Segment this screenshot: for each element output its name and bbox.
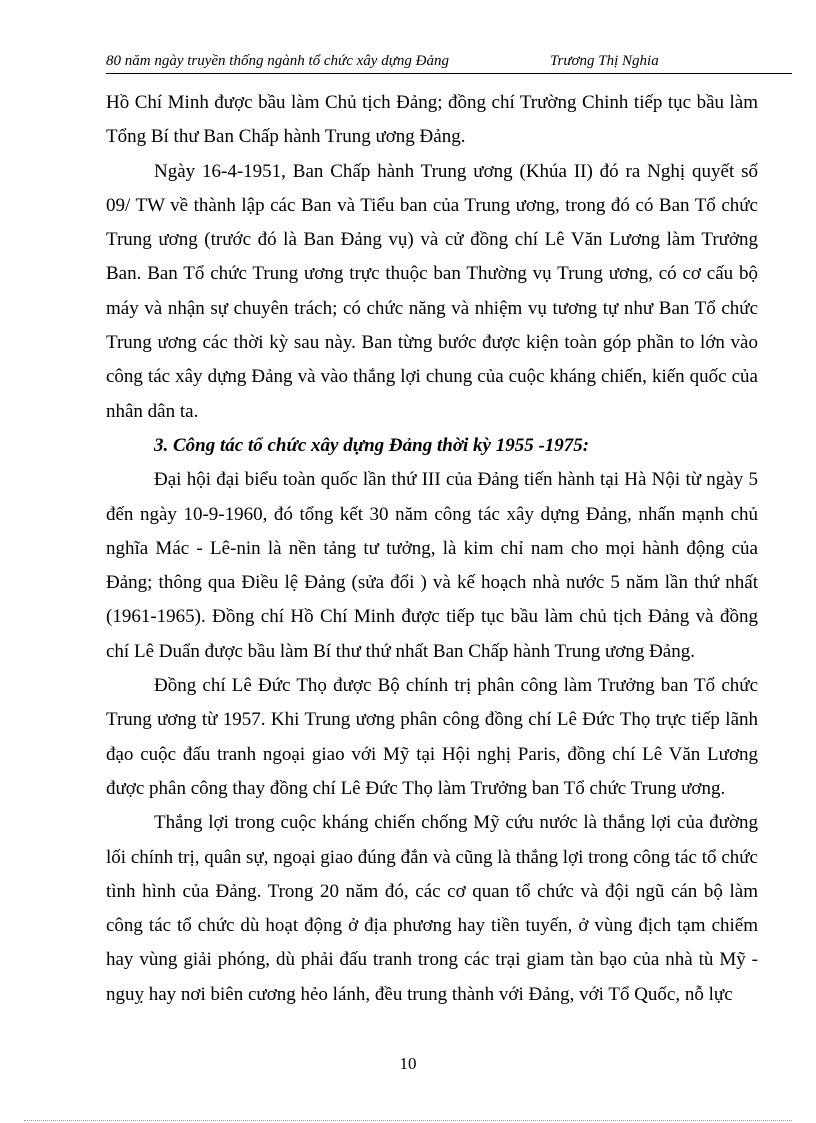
header-author: Trương Thị Nghia (550, 53, 659, 69)
paragraph-central-committee-resolution: Ngày 16-4-1951, Ban Chấp hành Trung ương (Khúa II) đó ra Nghị quyết số 09/ TW về thành lập các Ban và Tiểu ban của Trung ương, trong đó có Ban Tổ chức Trung ương (trước đó là Ban Đảng vụ) và cử đồng chí Lê Văn Lương làm Trưởng Ban. Ban Tổ chức Trung ương trực thuộc ban Thường vụ Trung ương, có cơ cấu bộ máy và nhận sự chuyên trách; có chức năng và nhiệm vụ tương tự như Ban Tổ chức Trung ương các thời kỳ sau này. Ban từng bước được kiện toàn góp phần to lớn vào công tác xây dựng Đảng và vào thắng lợi chung của cuộc kháng chiến, kiến quốc của nhân dân ta. (106, 160, 758, 422)
paragraph-le-duc-tho: Đồng chí Lê Đức Thọ được Bộ chính trị phân công làm Trưởng ban Tổ chức Trung ương từ 1957. Khi Trung ương phân công đồng chí Lê Đức Thọ trực tiếp lãnh đạo cuộc đấu tranh ngoại giao với Mỹ tại Hội nghị Paris, đồng chí Lê Văn Lương được phân công thay đồng chí Lê Đức Thọ làm Trưởng ban Tổ chức Trung ương. (106, 675, 758, 799)
page-number: 10 (399, 1054, 417, 1073)
header-rule (106, 73, 792, 74)
paragraph-third-congress: Đại hội đại biểu toàn quốc lần thứ III của Đảng tiến hành tại Hà Nội từ ngày 5 đến ngày 10-9-1960, đó tổng kết 30 năm công tác xây dựng Đảng, nhấn mạnh chủ nghĩa Mác - Lê-nin là nền tảng tư tưởng, là kim chỉ nam cho mọi hành động của Đảng; thông qua Điều lệ Đảng (sửa đổi ) và kế hoạch nhà nước 5 năm lần thứ nhất (1961-1965). Đồng chí Hồ Chí Minh được tiếp tục bầu làm chủ tịch Đảng và đồng chí Lê Duẩn được bầu làm Bí thư thứ nhất Ban Chấp hành Trung ương Đảng. (106, 469, 758, 662)
section-heading: 3. Công tác tổ chức xây dựng Đảng thời kỳ 1955 -1975: (154, 434, 590, 456)
paragraph-victory: Thắng lợi trong cuộc kháng chiến chống Mỹ cứu nước là thắng lợi của đường lối chính trị, quân sự, ngoại giao đúng đắn và cũng là thắng lợi trong công tác tổ chức tình hình của Đảng. Trong 20 năm đó, các cơ quan tổ chức và đội ngũ cán bộ làm công tác tổ chức dù hoạt động ở địa phương hay tiền tuyến, ở vùng địch tạm chiếm hay vùng giải phóng, dù phải đấu tranh trong các trại giam tàn bạo của nhà tù Mỹ - nguỵ hay nơi biên cương hẻo lánh, đều trung thành với Đảng, với Tổ Quốc, nỗ lực (106, 812, 758, 1005)
running-header (106, 51, 792, 73)
paragraph-continuation: Hồ Chí Minh được bầu làm Chủ tịch Đảng; đồng chí Trường Chinh tiếp tục bầu làm Tổng Bí thư Ban Chấp hành Trung ương Đảng. (106, 92, 758, 148)
header-title: 80 năm ngày truyền thống ngành tổ chức xây dựng Đảng (106, 53, 449, 69)
document-body (106, 86, 758, 1012)
page-bottom-divider (24, 1120, 792, 1121)
